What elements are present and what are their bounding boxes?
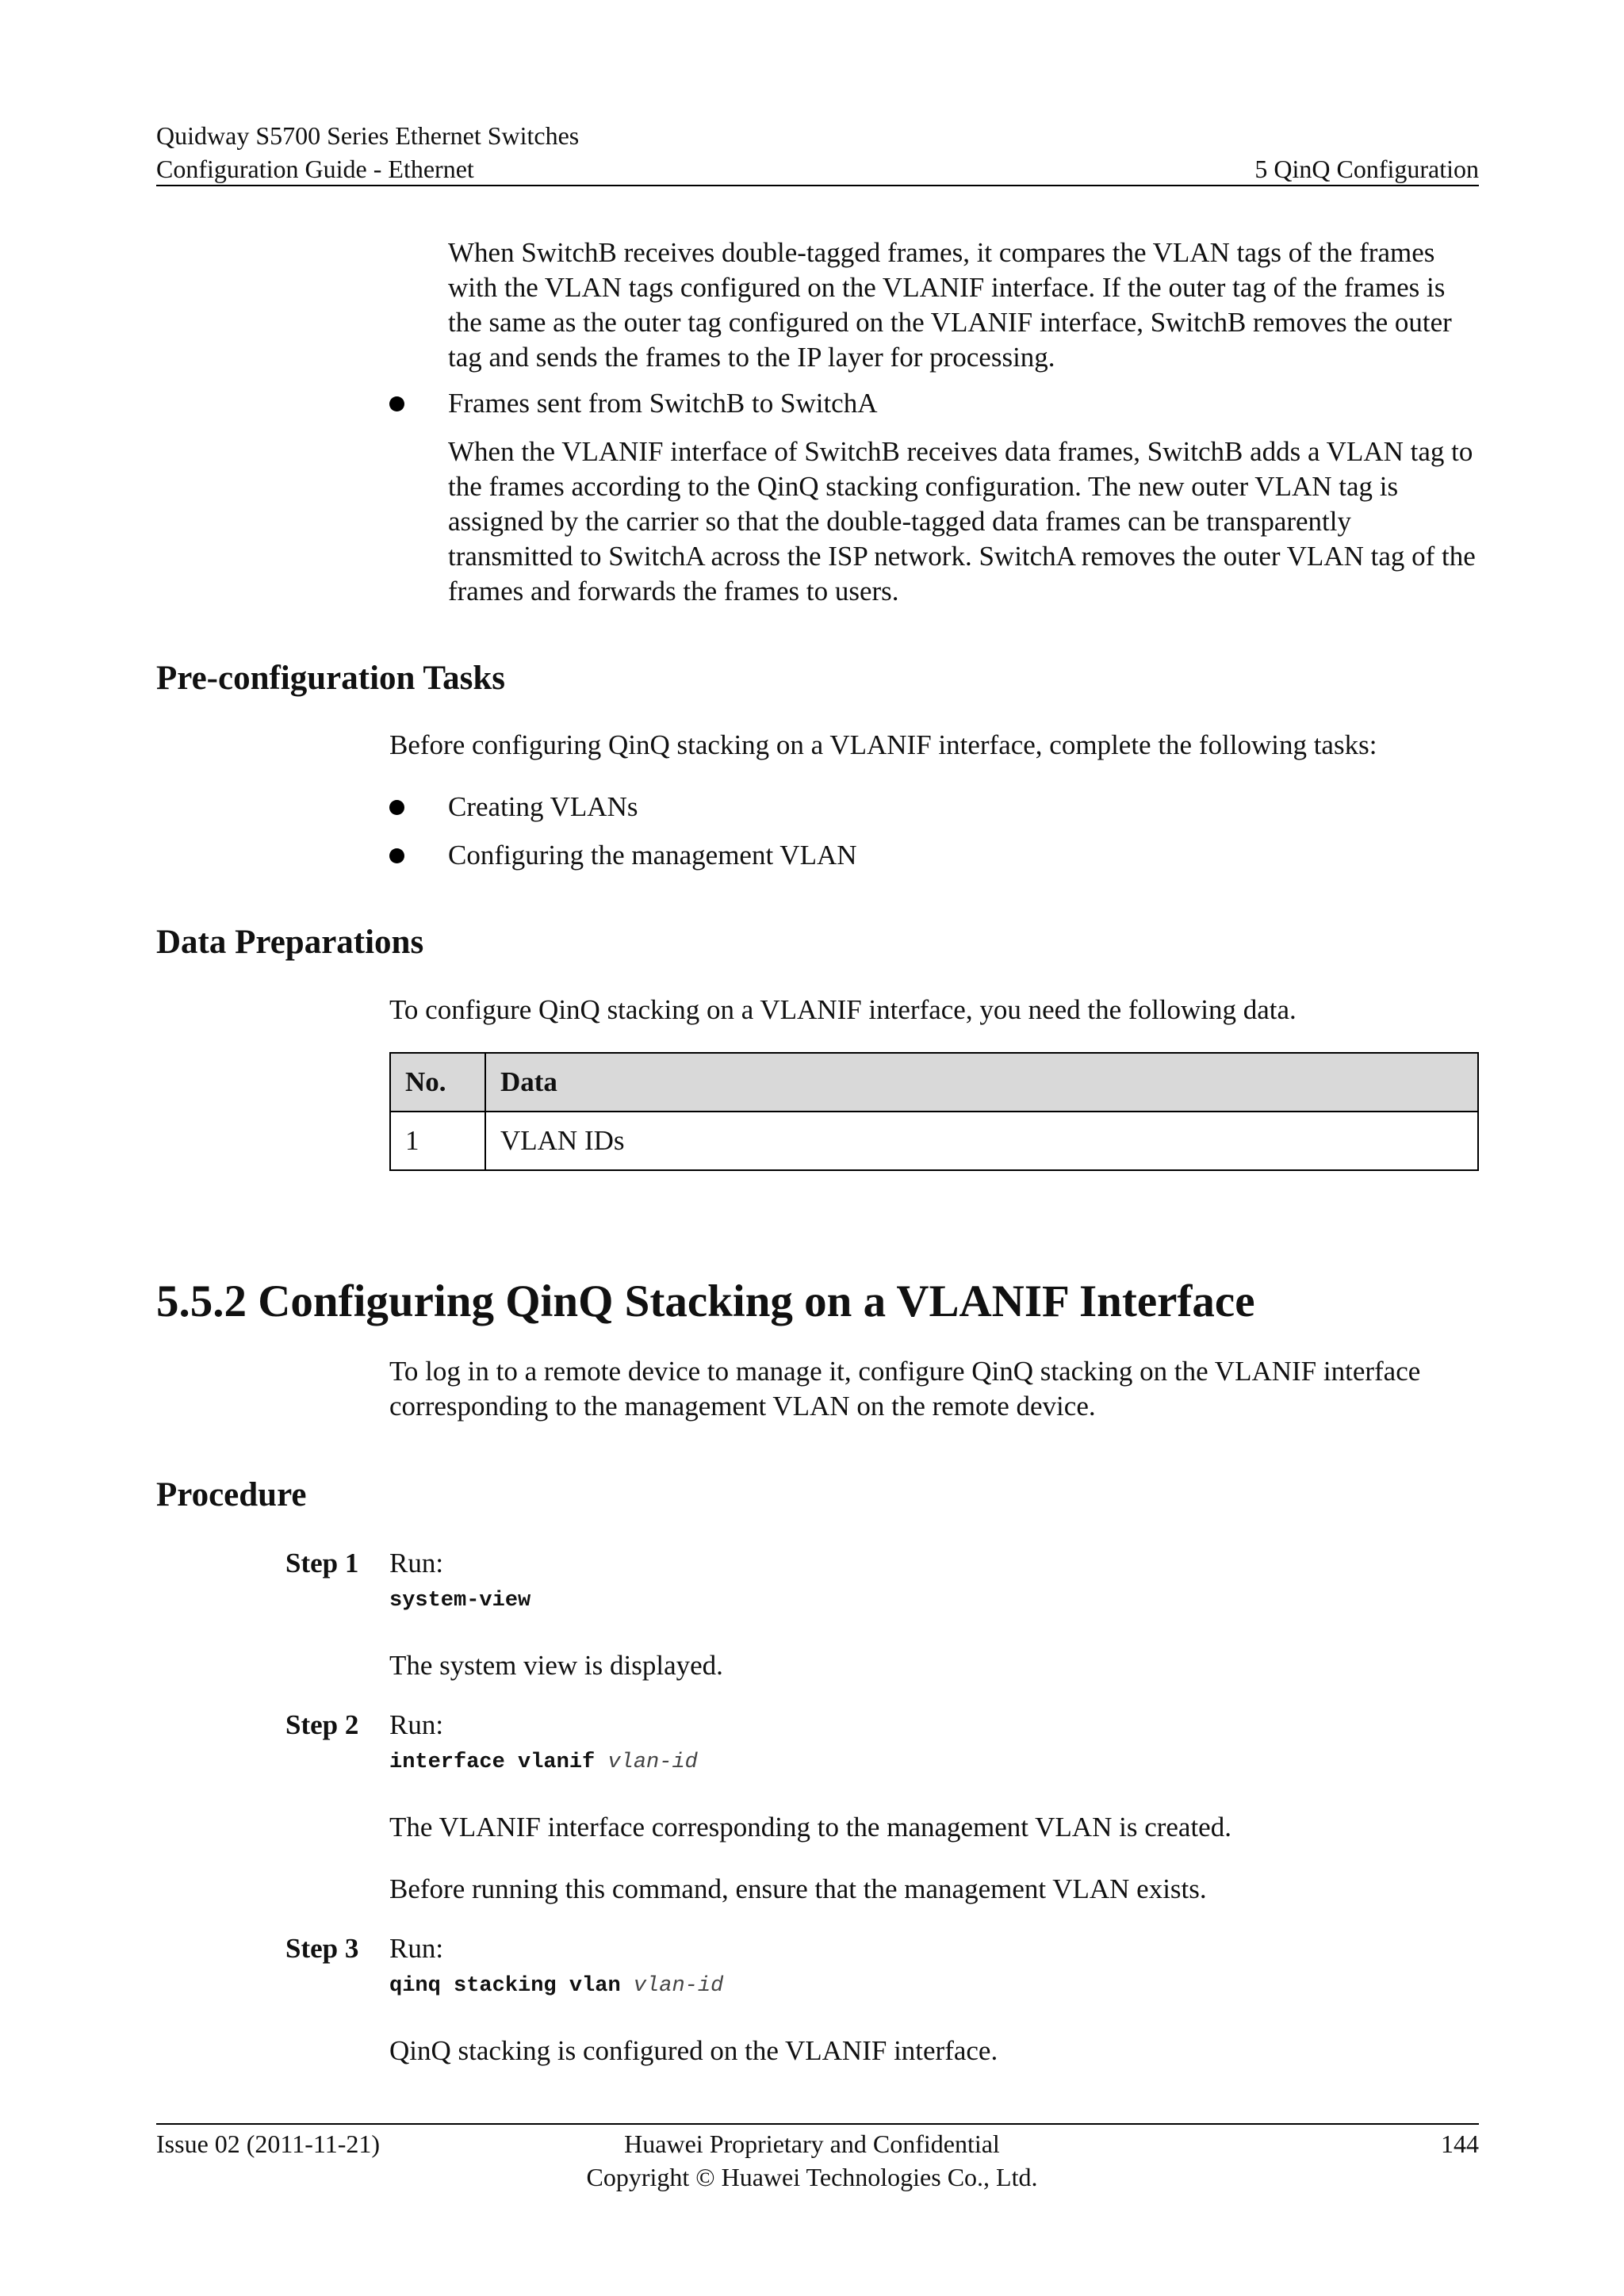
step-3-command-arg: vlan-id [633,1974,724,1998]
step-2-run: Run: [389,1709,444,1740]
heading-preconfiguration: Pre-configuration Tasks [156,660,506,697]
footer-center [0,2127,1624,2194]
section-lead: To log in to a remote device to manage it, configure QinQ stacking on the VLANIF interface corresponding to the management VLAN on the remote device. [389,1356,1421,1422]
data-table [389,1052,1479,1171]
bullet-icon [389,800,404,815]
heading-data-preparations: Data Preparations [156,924,424,961]
section-title: 5.5.2 Configuring QinQ Stacking on a VLANIF Interface [156,1276,1255,1326]
step-2-note: Before running this command, ensure that the management VLAN exists. [389,1873,1207,1904]
table-header-no: No. [390,1053,485,1112]
step-3-run: Run: [389,1933,444,1964]
header-guide: Configuration Guide - Ethernet [156,155,474,183]
bullet-icon [389,396,404,411]
document-page: Quidway S5700 Series Ethernet Switches Configuration Guide - Ethernet 5 QinQ Configuration When SwitchB receives double-tagged frames, it compares the VLAN tags of the frames with the VLAN tags configured on the VLANIF interface. If the outer tag of the frames is the same as the outer tag configured on the VLANIF interface, SwitchB removes the outer tag and sends the frames to the IP layer for processing. Frames sent from SwitchB to SwitchA When the VLANIF interface of SwitchB receives data frames, SwitchB adds a VLAN tag to the frames according to the QinQ stacking configuration. The new outer VLAN tag is assigned by the carrier so that the double-tagged data frames can be transparently transmitted to SwitchA across the ISP network. SwitchA removes the outer VLAN tag of the frames and forwards the frames to users. Pre-configuration Tasks Before configuring QinQ stacking on a VLANIF interface, complete the following tasks: Creating VLANs Configuring the management VLAN Data Preparations To configure QinQ stacking on a VLANIF interface, you need the following data. No. Data 1 VLAN IDs 5.5.2 Configuring QinQ Stacking on a VLANIF Interface To log in to a remote device to manage it, configure QinQ stacking on the VLANIF interface corresponding to the management VLAN on the remote device. Procedure Step 1 Run: system-view The system view is displayed. Step 2 Run: interface vlanif vlan-id The VLANIF interface corresponding to the management VLAN is created. Before running this command, ensure that the management VLAN exists. Step 3 Run: qinq stacking vlan vlan-id QinQ stacking is configured on the VLANIF interface. Issue 02 (2011-11-21) Huawei Proprietary and Confidential Copyright © Huawei Technologies Co., Ltd. 144 [0,0,1624,2296]
footer-confidential: Huawei Proprietary and Confidential [624,2130,1000,2158]
header-chapter: 5 QinQ Configuration [1254,155,1479,183]
preconfig-lead: Before configuring QinQ stacking on a VLANIF interface, complete the following tasks: [389,729,1377,760]
step-3-label: Step 3 [285,1933,359,1964]
step-1-run: Run: [389,1548,444,1578]
dataprep-lead: To configure QinQ stacking on a VLANIF interface, you need the following data. [389,994,1297,1025]
heading-procedure: Procedure [156,1476,307,1513]
bullet-icon [389,848,404,863]
table-header-row [390,1053,1478,1112]
table-row [390,1112,1478,1170]
intro-paragraph-1: When SwitchB receives double-tagged frames, it compares the VLAN tags of the frames with the VLAN tags configured on the VLANIF interface. If the outer tag of the frames is the same as the outer tag configured on the VLANIF interface, SwitchB removes the outer tag and sends the frames to the IP layer for processing. [448,237,1452,373]
page-number: 144 [1441,2130,1479,2158]
table-header-data: Data [485,1053,1478,1112]
header-divider [156,185,1479,186]
step-1-command: system-view [389,1589,531,1613]
step-3-command: qinq stacking vlan vlan-id [389,1974,724,1998]
footer-issue: Issue 02 (2011-11-21) [156,2130,381,2158]
step-2-description: The VLANIF interface corresponding to the management VLAN is created. [389,1812,1231,1843]
step-2-label: Step 2 [285,1709,359,1740]
step-2-command-arg: vlan-id [607,1751,698,1774]
step-1-description: The system view is displayed. [389,1650,723,1681]
header-product: Quidway S5700 Series Ethernet Switches [156,121,580,150]
intro-paragraph-2: When the VLANIF interface of SwitchB receives data frames, SwitchB adds a VLAN tag to the frames according to the QinQ stacking configuration. The new outer VLAN tag is assigned by the carrier so that the double-tagged data frames can be transparently transmitted to SwitchA across the ISP network. SwitchA removes the outer VLAN tag of the frames and forwards the frames to users. [448,436,1476,607]
footer-copyright: Copyright © Huawei Technologies Co., Ltd. [586,2163,1038,2191]
table-cell-data: VLAN IDs [485,1112,1478,1170]
footer-divider [156,2123,1479,2125]
running-header [156,119,579,186]
step-2-command: interface vlanif vlan-id [389,1751,698,1774]
step-1-label: Step 1 [285,1548,359,1578]
step-3-description: QinQ stacking is configured on the VLANIF interface. [389,2035,998,2066]
table-cell-no: 1 [390,1112,485,1170]
